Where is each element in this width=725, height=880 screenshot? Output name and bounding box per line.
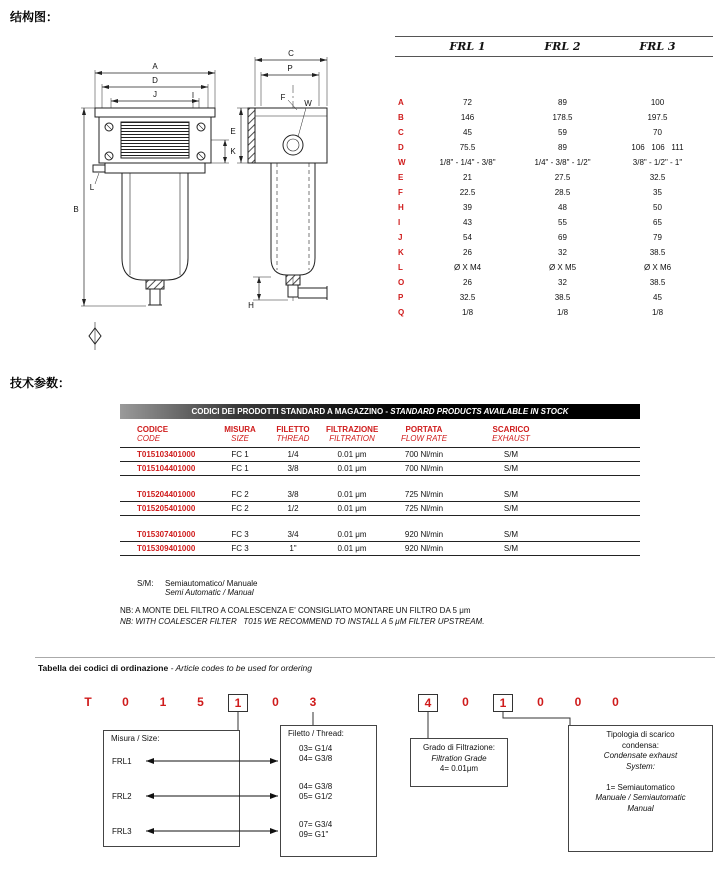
products-group (120, 448, 640, 476)
dim-label-i: I (191, 91, 195, 100)
structure-diagram-heading: 结构图： (10, 10, 59, 24)
product-code: T015307401000 (137, 530, 196, 539)
products-row (120, 462, 640, 476)
dimension-value: 1/8 (651, 308, 664, 317)
dimension-row (395, 200, 713, 215)
product-cell: FC 2 (231, 504, 249, 513)
product-cell: FC 1 (231, 450, 249, 459)
product-code: T015103401000 (137, 450, 196, 459)
dimension-value: 26 (463, 248, 472, 257)
dimension-value: 38.5 (649, 248, 666, 257)
dimension-value: 32.5 (459, 293, 476, 302)
sm-note-en: Semi Automatic / Manual (165, 588, 254, 597)
dimension-row (395, 260, 713, 275)
dimension-value: 43 (463, 218, 472, 227)
dimension-value: 70 (653, 128, 662, 137)
product-cell: 1/4 (287, 450, 299, 459)
products-column-header: FILETTO THREAD (276, 425, 310, 443)
dimension-value: 45 (653, 293, 662, 302)
dimension-value: 38.5 (649, 278, 666, 287)
product-code: T015204401000 (137, 490, 196, 499)
products-column-header: PORTATA FLOW RATE (400, 425, 448, 443)
product-cell: 700 Nl/min (404, 464, 444, 473)
product-cell: 725 Nl/min (404, 490, 444, 499)
thread-group (299, 782, 376, 802)
products-group (120, 488, 640, 516)
dimension-value: 1/8 (461, 308, 474, 317)
ordering-code-char: 4 (418, 694, 438, 712)
dimension-value: 1/8" - 1/4" - 3/8" (439, 158, 496, 167)
dim-label-f: F (280, 93, 286, 102)
dimension-value: 28.5 (554, 188, 571, 197)
products-row (120, 542, 640, 556)
sm-note-it: Semiautomatico/ Manuale (165, 579, 258, 588)
dimension-value: Ø X M6 (643, 263, 672, 272)
filtration-box-lines (411, 743, 507, 775)
notes-section (120, 579, 680, 627)
dimension-value: 178.5 (552, 113, 573, 122)
dimension-value: 75.5 (459, 143, 476, 152)
dim-label-w: W (304, 99, 312, 108)
dimension-value: 38.5 (554, 293, 571, 302)
exhaust-line: Tipologia di scarico (606, 730, 675, 739)
filtration-line: Filtration Grade (431, 753, 487, 763)
ordering-code-char: 0 (612, 695, 619, 709)
products-row (120, 528, 640, 542)
dimension-value: 100 (650, 98, 665, 107)
dimension-value: 89 (558, 143, 567, 152)
dim-label-l: L (89, 183, 95, 192)
product-cell: FC 3 (231, 530, 249, 539)
ordering-title (38, 663, 312, 673)
size-box-items (112, 731, 247, 846)
dim-label-e: E (230, 127, 236, 136)
thread-group (299, 744, 376, 764)
exhaust-line: Manuale / Semiautomatic (595, 793, 686, 802)
size-box (103, 730, 240, 847)
dimension-label: L (398, 263, 403, 272)
dimension-table (395, 36, 713, 320)
dim-label-d: D (152, 76, 158, 85)
dimension-label: C (398, 128, 404, 137)
ordering-section-divider (35, 657, 715, 658)
sm-note-label: S/M: (137, 579, 154, 588)
product-cell: 0.01 μm (337, 530, 367, 539)
dimension-value: 45 (463, 128, 472, 137)
dimension-row (395, 230, 713, 245)
product-cell: 3/4 (287, 530, 299, 539)
dimension-value: 32 (558, 278, 567, 287)
dimension-label: Q (398, 308, 405, 317)
products-title-separator: - (383, 407, 391, 416)
products-group (120, 528, 640, 556)
products-row (120, 448, 640, 462)
thread-group (299, 820, 376, 840)
dim-label-k: K (230, 147, 236, 156)
ordering-code-char: 0 (462, 695, 469, 709)
product-cell: S/M (503, 464, 519, 473)
dimension-row (395, 110, 713, 125)
dimension-value: 26 (463, 278, 472, 287)
product-cell: FC 3 (231, 544, 249, 553)
product-cell: 1/2 (287, 504, 299, 513)
dimension-row (395, 95, 713, 110)
filtration-line: Grado di Filtrazione: (422, 743, 496, 752)
thread-option: 03= G1/4 (299, 744, 333, 753)
dimension-value: 146 (460, 113, 475, 122)
dimension-row (395, 305, 713, 320)
product-cell: 920 Nl/min (404, 530, 444, 539)
thread-option: 07= G3/4 (299, 820, 333, 829)
dimension-value: 22.5 (459, 188, 476, 197)
dimension-value: 1/8 (556, 308, 569, 317)
dimension-value: 65 (653, 218, 662, 227)
ordering-code-char: 0 (122, 695, 129, 709)
filtration-line: 4= 0.01μm (439, 764, 479, 773)
products-table-body (120, 448, 640, 556)
dim-label-j: J (153, 90, 157, 99)
ordering-code (0, 694, 725, 714)
product-cell: 920 Nl/min (404, 544, 444, 553)
dimension-value: 69 (558, 233, 567, 242)
products-column-header: FILTRAZIONE FILTRATION (326, 425, 379, 443)
exhaust-box-lines (569, 730, 712, 814)
dimension-label: K (398, 248, 404, 257)
thread-box-groups (281, 738, 376, 840)
exhaust-box (568, 725, 713, 852)
product-cell: 1" (289, 544, 297, 553)
dimension-value: 21 (463, 173, 472, 182)
products-title-en: STANDARD PRODUCTS AVAILABLE IN STOCK (390, 407, 569, 416)
exhaust-line (569, 772, 712, 783)
nb-note-it: NB: A MONTE DEL FILTRO A COALESCENZA E' CONSIGLIATO MONTARE UN FILTRO DA 5 μm (120, 606, 471, 615)
sm-note (120, 579, 680, 597)
thread-box (280, 725, 377, 857)
products-column-header: SCARICO EXHAUST (492, 425, 530, 443)
exhaust-line: Manual (627, 803, 654, 813)
product-cell: 725 Nl/min (404, 504, 444, 513)
dimension-table-body (395, 95, 713, 320)
ordering-code-char: 5 (197, 695, 204, 709)
dimension-row (395, 155, 713, 170)
size-box-title: Misura / Size: (111, 734, 160, 743)
dimension-label: B (398, 113, 404, 122)
dimension-row (395, 125, 713, 140)
ordering-code-char: 1 (228, 694, 248, 712)
dimension-row (395, 170, 713, 185)
sm-note-text (165, 579, 258, 597)
dimension-value: 32 (558, 248, 567, 257)
product-cell: 700 Nl/min (404, 450, 444, 459)
dimension-value: 79 (653, 233, 662, 242)
dimension-row (395, 245, 713, 260)
product-cell: 0.01 μm (337, 450, 367, 459)
dimension-label: F (398, 188, 403, 197)
products-row (120, 488, 640, 502)
product-code: T015104401000 (137, 464, 196, 473)
dimension-label: H (398, 203, 404, 212)
dimension-row (395, 275, 713, 290)
product-cell: 0.01 μm (337, 464, 367, 473)
products-table (120, 404, 640, 568)
thread-option: 05= G1/2 (299, 792, 333, 801)
exhaust-line: 1= Semiautomatico (606, 782, 675, 792)
dimension-value: Ø X M4 (453, 263, 482, 272)
dimension-value: 54 (463, 233, 472, 242)
dim-label-p: P (287, 64, 293, 73)
ordering-code-char: T (84, 695, 92, 709)
product-cell: S/M (503, 530, 519, 539)
ordering-title-it: Tabella dei codici di ordinazione (38, 663, 169, 673)
product-cell: FC 2 (231, 490, 249, 499)
dim-label-a: A (152, 62, 158, 71)
exhaust-line: Condensate exhaust (603, 751, 678, 760)
nb-notes (120, 605, 680, 627)
dim-label-b: B (73, 205, 79, 214)
dimension-column-header: FRL 1 (449, 40, 486, 53)
product-cell: S/M (503, 544, 519, 553)
dimension-label: W (398, 158, 406, 167)
dimension-value: 1/4" - 3/8" - 1/2" (534, 158, 591, 167)
dimension-row (395, 290, 713, 305)
exhaust-line: condensa: (622, 740, 659, 750)
ordering-code-char: 0 (537, 695, 544, 709)
dimension-label: A (398, 98, 404, 107)
dimension-label: P (398, 293, 404, 302)
products-row (120, 502, 640, 516)
size-item: FRL3 (112, 827, 132, 836)
dimension-row (395, 185, 713, 200)
products-column-header: MISURA SIZE (224, 425, 256, 443)
dimension-value: 72 (463, 98, 472, 107)
dimension-value: 55 (558, 218, 567, 227)
products-column-header: CODICE CODE (137, 425, 169, 443)
exhaust-line: System: (626, 761, 655, 771)
thread-option: 04= G3/8 (299, 782, 333, 791)
ordering-code-char: 3 (309, 695, 317, 709)
dimension-table-columns (395, 36, 713, 57)
thread-option: 04= G3/8 (299, 754, 333, 763)
product-code: T015205401000 (137, 504, 196, 513)
dimension-value: 39 (463, 203, 472, 212)
technical-drawing (55, 40, 400, 375)
dimension-label: O (398, 278, 405, 287)
dimension-label: E (398, 173, 404, 182)
tech-params-heading: 技术参数： (10, 376, 71, 390)
thread-box-title: Filetto / Thread: (288, 729, 344, 738)
dimension-column-header: FRL 2 (544, 40, 581, 53)
filtration-box (410, 738, 508, 787)
dimension-row (395, 215, 713, 230)
dimension-label: J (398, 233, 403, 242)
dimension-value: 50 (653, 203, 662, 212)
product-cell: FC 1 (231, 464, 249, 473)
size-item: FRL1 (112, 757, 132, 766)
dim-label-c: C (288, 49, 294, 58)
product-cell: 0.01 μm (337, 544, 367, 553)
ordering-code-char: 1 (159, 695, 167, 709)
products-table-title-bar (120, 404, 640, 419)
product-cell: S/M (503, 450, 519, 459)
size-item: FRL2 (112, 792, 132, 801)
ordering-code-char: 0 (574, 695, 582, 709)
product-cell: 3/8 (287, 490, 299, 499)
dimension-value: 48 (558, 203, 567, 212)
dimension-value: 3/8" - 1/2" - 1" (632, 158, 683, 167)
dimension-label: I (398, 218, 401, 227)
dimension-value: 59 (558, 128, 567, 137)
dimension-value: 32.5 (649, 173, 666, 182)
product-cell: 0.01 μm (337, 490, 367, 499)
dimension-value: 197.5 (647, 113, 668, 122)
dimension-column-header: FRL 3 (639, 40, 676, 53)
product-cell: 3/8 (287, 464, 299, 473)
product-code: T015309401000 (137, 544, 196, 553)
thread-option: 09= G1" (299, 830, 329, 839)
dimension-value: 106 106 111 (631, 143, 684, 152)
ordering-title-en: - Article codes to be used for ordering (168, 663, 312, 673)
ordering-code-char: 0 (272, 695, 279, 709)
products-title-it: CODICI DEI PRODOTTI STANDARD A MAGAZZINO (191, 407, 384, 416)
dimension-value: Ø X M5 (548, 263, 577, 272)
product-cell: 0.01 μm (337, 504, 367, 513)
dimension-value: 27.5 (554, 173, 571, 182)
dim-label-h: H (248, 301, 254, 310)
dimension-label: D (398, 143, 404, 152)
products-header-row (120, 419, 640, 448)
front-view (81, 70, 229, 350)
dimension-row (395, 140, 713, 155)
product-cell: S/M (503, 504, 519, 513)
ordering-code-char: 1 (493, 694, 513, 712)
dimension-value: 35 (653, 188, 662, 197)
dimension-value: 89 (558, 98, 567, 107)
nb-note-en: NB: WITH COALESCER FILTER T015 WE RECOMMEND TO INSTALL A 5 μM FILTER UPSTREAM. (120, 617, 485, 626)
product-cell: S/M (503, 490, 519, 499)
